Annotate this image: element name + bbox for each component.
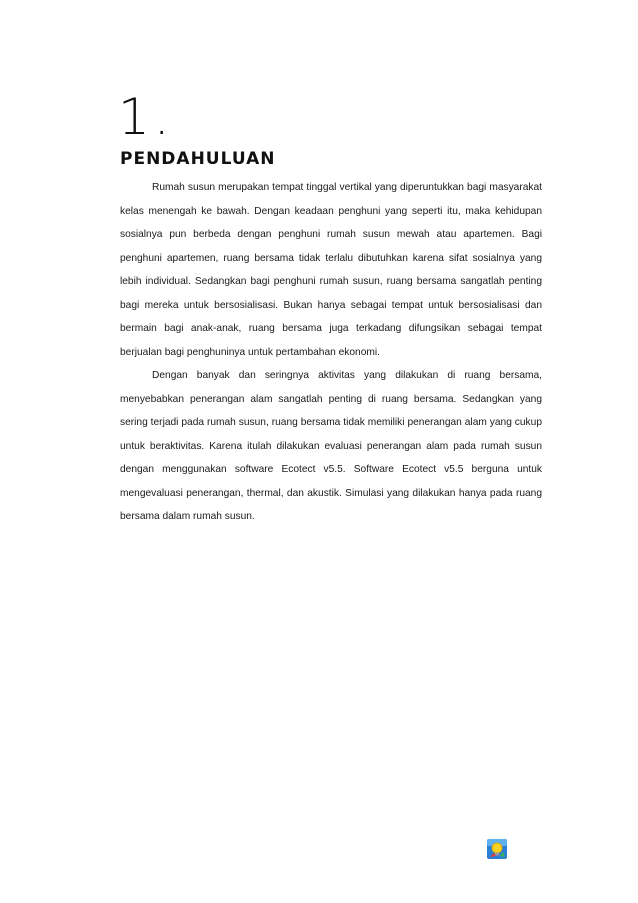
paragraph-1: Rumah susun merupakan tempat tinggal vertikal yang diperuntukkan bagi masyarakat kelas menengah ke bawah. Dengan keadaan penghuni yang seperti itu, maka kehidupan sosialnya pun berbeda dengan penghuni rumah susun mewah atau apartemen. Bagi penghuni apartemen, ruang bersama tidak terlalu dibutuhkan karena sifat sosialnya yang lebih individual. Sedangkan bagi penghuni rumah susun, ruang bersama sangatlah penting bagi mereka untuk bersosialisasi. Bukan hanya sebagai tempat untuk bersosialisasi dan bermain bagi anak-anak, ruang bersama juga terkadang difungsikan sebagai tempat berjualan bagi penghuninya untuk pertambahan ekonomi. <box>120 182 542 358</box>
chapter-title: PENDAHULUAN <box>120 149 276 169</box>
paragraph-2: Dengan banyak dan seringnya aktivitas yang dilakukan di ruang bersama, menyebabkan penerangan alam sangatlah penting di ruang bersama. Sedangkan yang sering terjadi pada rumah susun, ruang bersama tidak memiliki penerangan alam yang cukup untuk beraktivitas. Karena itulah dilakukan evaluasi penerangan alam pada rumah susun dengan menggunakan software Ecotect v5.5. Software Ecotect v5.5 berguna untuk mengevaluasi penerangan, thermal, dan akustik. Simulasi yang dilakukan hanya pada ruang bersama dalam rumah susun. <box>120 370 542 522</box>
lightbulb-logo-icon <box>486 838 508 860</box>
body-text <box>120 176 542 529</box>
chapter-number: 1. <box>118 88 174 146</box>
